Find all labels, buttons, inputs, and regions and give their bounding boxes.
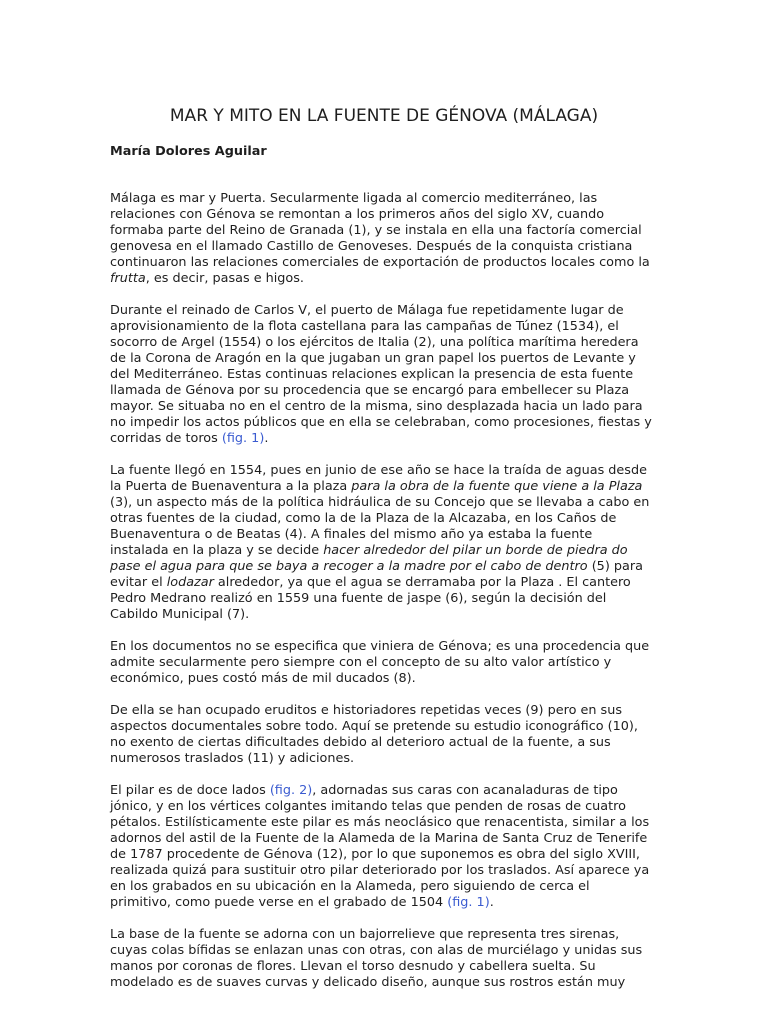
text-line: [110, 959, 750, 975]
figure-link[interactable]: (fig. 1): [221, 431, 265, 446]
text-line: [110, 431, 750, 447]
text-run: la Puerta de Buenaventura a la plaza: [110, 479, 352, 494]
italic-text: lodazar: [166, 575, 214, 590]
text-line: [110, 559, 750, 575]
text-run: socorro de Argel (1554) o los ejércitos de Italia (2), una política marítima heredera: [110, 335, 639, 350]
text-line: [110, 639, 750, 655]
text-run: manos por coronas de flores. Llevan el torso desnudo y cabellera suelta. Su: [110, 959, 596, 974]
text-line: [110, 863, 750, 879]
text-line: [110, 591, 750, 607]
text-run: de la Corona de Aragón en la que jugaban un gran papel los puertos de Levante y: [110, 351, 636, 366]
figure-link[interactable]: (fig. 1): [447, 895, 490, 910]
text-line: [110, 367, 750, 383]
paragraph: [110, 191, 750, 287]
text-line: [110, 191, 750, 207]
text-line: [110, 415, 750, 431]
text-run: .: [489, 895, 494, 910]
text-run: corridas de toros: [110, 431, 222, 446]
document-title: MAR Y MITO EN LA FUENTE DE GÉNOVA (MÁLAGA): [169, 106, 599, 126]
text-run: Pedro Medrano realizó en 1559 una fuente de jaspe (6), según la decisión del: [110, 591, 607, 606]
text-line: [110, 927, 750, 943]
text-line: [110, 511, 750, 527]
italic-text: para la obra de la fuente que viene a la Plaza: [351, 479, 643, 494]
text-line: [110, 239, 750, 255]
text-line: [110, 495, 750, 511]
text-run: modelado es de suaves curvas y delicado diseño, aunque sus rostros están muy: [110, 975, 626, 990]
text-run: alrededor, ya que el agua se derramaba por la Plaza . El cantero: [213, 575, 631, 590]
text-run: Cabildo Municipal (7).: [110, 607, 250, 622]
article-body: [110, 144, 750, 1007]
text-run: continuaron las relaciones comerciales de exportación de productos locales como la: [110, 255, 650, 270]
text-run: jónico, y en los vértices colgantes imitando telas que penden de rosas de cuatro: [110, 799, 626, 814]
text-line: [110, 335, 750, 351]
paragraph: [110, 783, 750, 911]
text-run: del Mediterráneo. Estas continuas relaciones explican la presencia de esta fuente: [110, 367, 634, 382]
text-run: , es decir, pasas e higos.: [145, 271, 304, 286]
text-run: primitivo, como puede verse en el grabado de 1504: [110, 895, 448, 910]
text-line: [110, 255, 750, 271]
text-run: no impedir los actos públicos que en ella se celebraban, como procesiones, fiestas y: [110, 415, 652, 430]
text-run: aspectos documentales sobre todo. Aquí se pretende su estudio iconográfico (10),: [110, 719, 638, 734]
paragraph: [110, 703, 750, 767]
text-run: pétalos. Estilísticamente este pilar es más neoclásico que renacentista, similar a los: [110, 815, 650, 830]
text-run: .: [264, 431, 269, 446]
text-run: El pilar es de doce lados: [110, 783, 270, 798]
text-run: (5) para: [587, 559, 643, 574]
text-line: [110, 207, 750, 223]
text-line: [110, 703, 750, 719]
text-line: [110, 943, 750, 959]
text-run: cuyas colas bífidas se enlazan unas con otras, con alas de murciélago y unidas sus: [110, 943, 643, 958]
text-run: llamada de Génova por su procedencia que se encargó para embellecer su Plaza: [110, 383, 630, 398]
text-run: En los documentos no se especifica que viniera de Génova; es una procedencia que: [110, 639, 650, 654]
paragraph: [110, 303, 750, 447]
paragraphs: [110, 191, 750, 991]
text-line: [110, 319, 750, 335]
text-line: [110, 735, 750, 751]
text-line: [110, 783, 750, 799]
text-line: [110, 527, 750, 543]
text-run: en los grabados en su ubicación en la Alameda, pero siguiendo de cerca el: [110, 879, 590, 894]
author-name: María Dolores Aguilar: [110, 144, 267, 159]
figure-link[interactable]: (fig. 2): [269, 783, 313, 798]
italic-text: frutta: [110, 271, 146, 286]
text-line: [110, 399, 750, 415]
text-run: mayor. Se situaba no en el centro de la misma, sino desplazada hacia un lado para: [110, 399, 643, 414]
text-run: formaba parte del Reino de Granada (1), y se instala en ella una factoría comercial: [110, 223, 642, 238]
text-line: [110, 831, 750, 847]
text-run: La fuente llegó en 1554, pues en junio de ese año se hace la traída de aguas desde: [110, 463, 647, 478]
text-line: [110, 847, 750, 863]
text-run: Durante el reinado de Carlos V, el puerto de Málaga fue repetidamente lugar de: [110, 303, 624, 318]
text-run: De ella se han ocupado eruditos e historiadores repetidas veces (9) pero en sus: [110, 703, 622, 718]
text-run: Buenaventura o de Beatas (4). A finales del mismo año ya estaba la fuente: [110, 527, 593, 542]
text-line: [110, 975, 750, 991]
text-run: aprovisionamiento de la flota castellana para las campañas de Túnez (1534), el: [110, 319, 619, 334]
text-line: [110, 543, 750, 559]
text-run: otras fuentes de la ciudad, como la de la Plaza de la Alcazaba, en los Caños de: [110, 511, 617, 526]
text-line: [110, 223, 750, 239]
text-line: [110, 815, 750, 831]
text-line: [110, 383, 750, 399]
text-run: genovesa en el llamado Castillo de Genoveses. Después de la conquista cristiana: [110, 239, 633, 254]
text-run: La base de la fuente se adorna con un bajorrelieve que representa tres sirenas,: [110, 927, 620, 942]
text-line: [110, 719, 750, 735]
text-run: , adornadas sus caras con acanaladuras de tipo: [312, 783, 618, 798]
text-run: relaciones con Génova se remontan a los primeros años del siglo XV, cuando: [110, 207, 605, 222]
text-run: instalada en la plaza y se decide: [110, 543, 324, 558]
text-line: [110, 479, 750, 495]
text-line: [110, 575, 750, 591]
text-run: no exento de ciertas dificultades debido al deterioro actual de la fuente, a sus: [110, 735, 611, 750]
text-line: [110, 271, 750, 287]
text-run: Málaga es mar y Puerta. Secularmente ligada al comercio mediterráneo, las: [110, 191, 598, 206]
text-line: [110, 799, 750, 815]
text-run: (3), un aspecto más de la política hidráulica de su Concejo que se llevaba a cabo en: [110, 495, 650, 510]
text-line: [110, 351, 750, 367]
text-line: [110, 751, 750, 767]
italic-text: pase el agua para que se baya a recoger a la madre por el cabo de dentro: [110, 559, 588, 574]
text-run: realizada quizá para sustituir otro pilar deteriorado por los traslados. Así aparece ya: [110, 863, 650, 878]
paragraph: [110, 927, 750, 991]
text-run: adornos del astil de la Fuente de la Alameda de la Marina de Santa Cruz de Tenerife: [110, 831, 648, 846]
text-run: evitar el: [110, 575, 167, 590]
text-line: [110, 463, 750, 479]
text-run: numerosos traslados (11) y adiciones.: [110, 751, 355, 766]
text-line: [110, 655, 750, 671]
text-run: económico, pues costó más de mil ducados (8).: [110, 671, 416, 686]
text-line: [110, 303, 750, 319]
text-line: [110, 671, 750, 687]
text-line: [110, 879, 750, 895]
text-run: de 1787 procedente de Génova (12), por lo que suponemos es obra del siglo XVIII,: [110, 847, 640, 862]
text-line: [110, 895, 750, 911]
text-run: admite secularmente pero siempre con el concepto de su alto valor artístico y: [110, 655, 612, 670]
italic-text: hacer alrededor del pilar un borde de piedra do: [323, 543, 628, 558]
text-line: [110, 607, 750, 623]
paragraph: [110, 463, 750, 623]
paragraph: [110, 639, 750, 687]
